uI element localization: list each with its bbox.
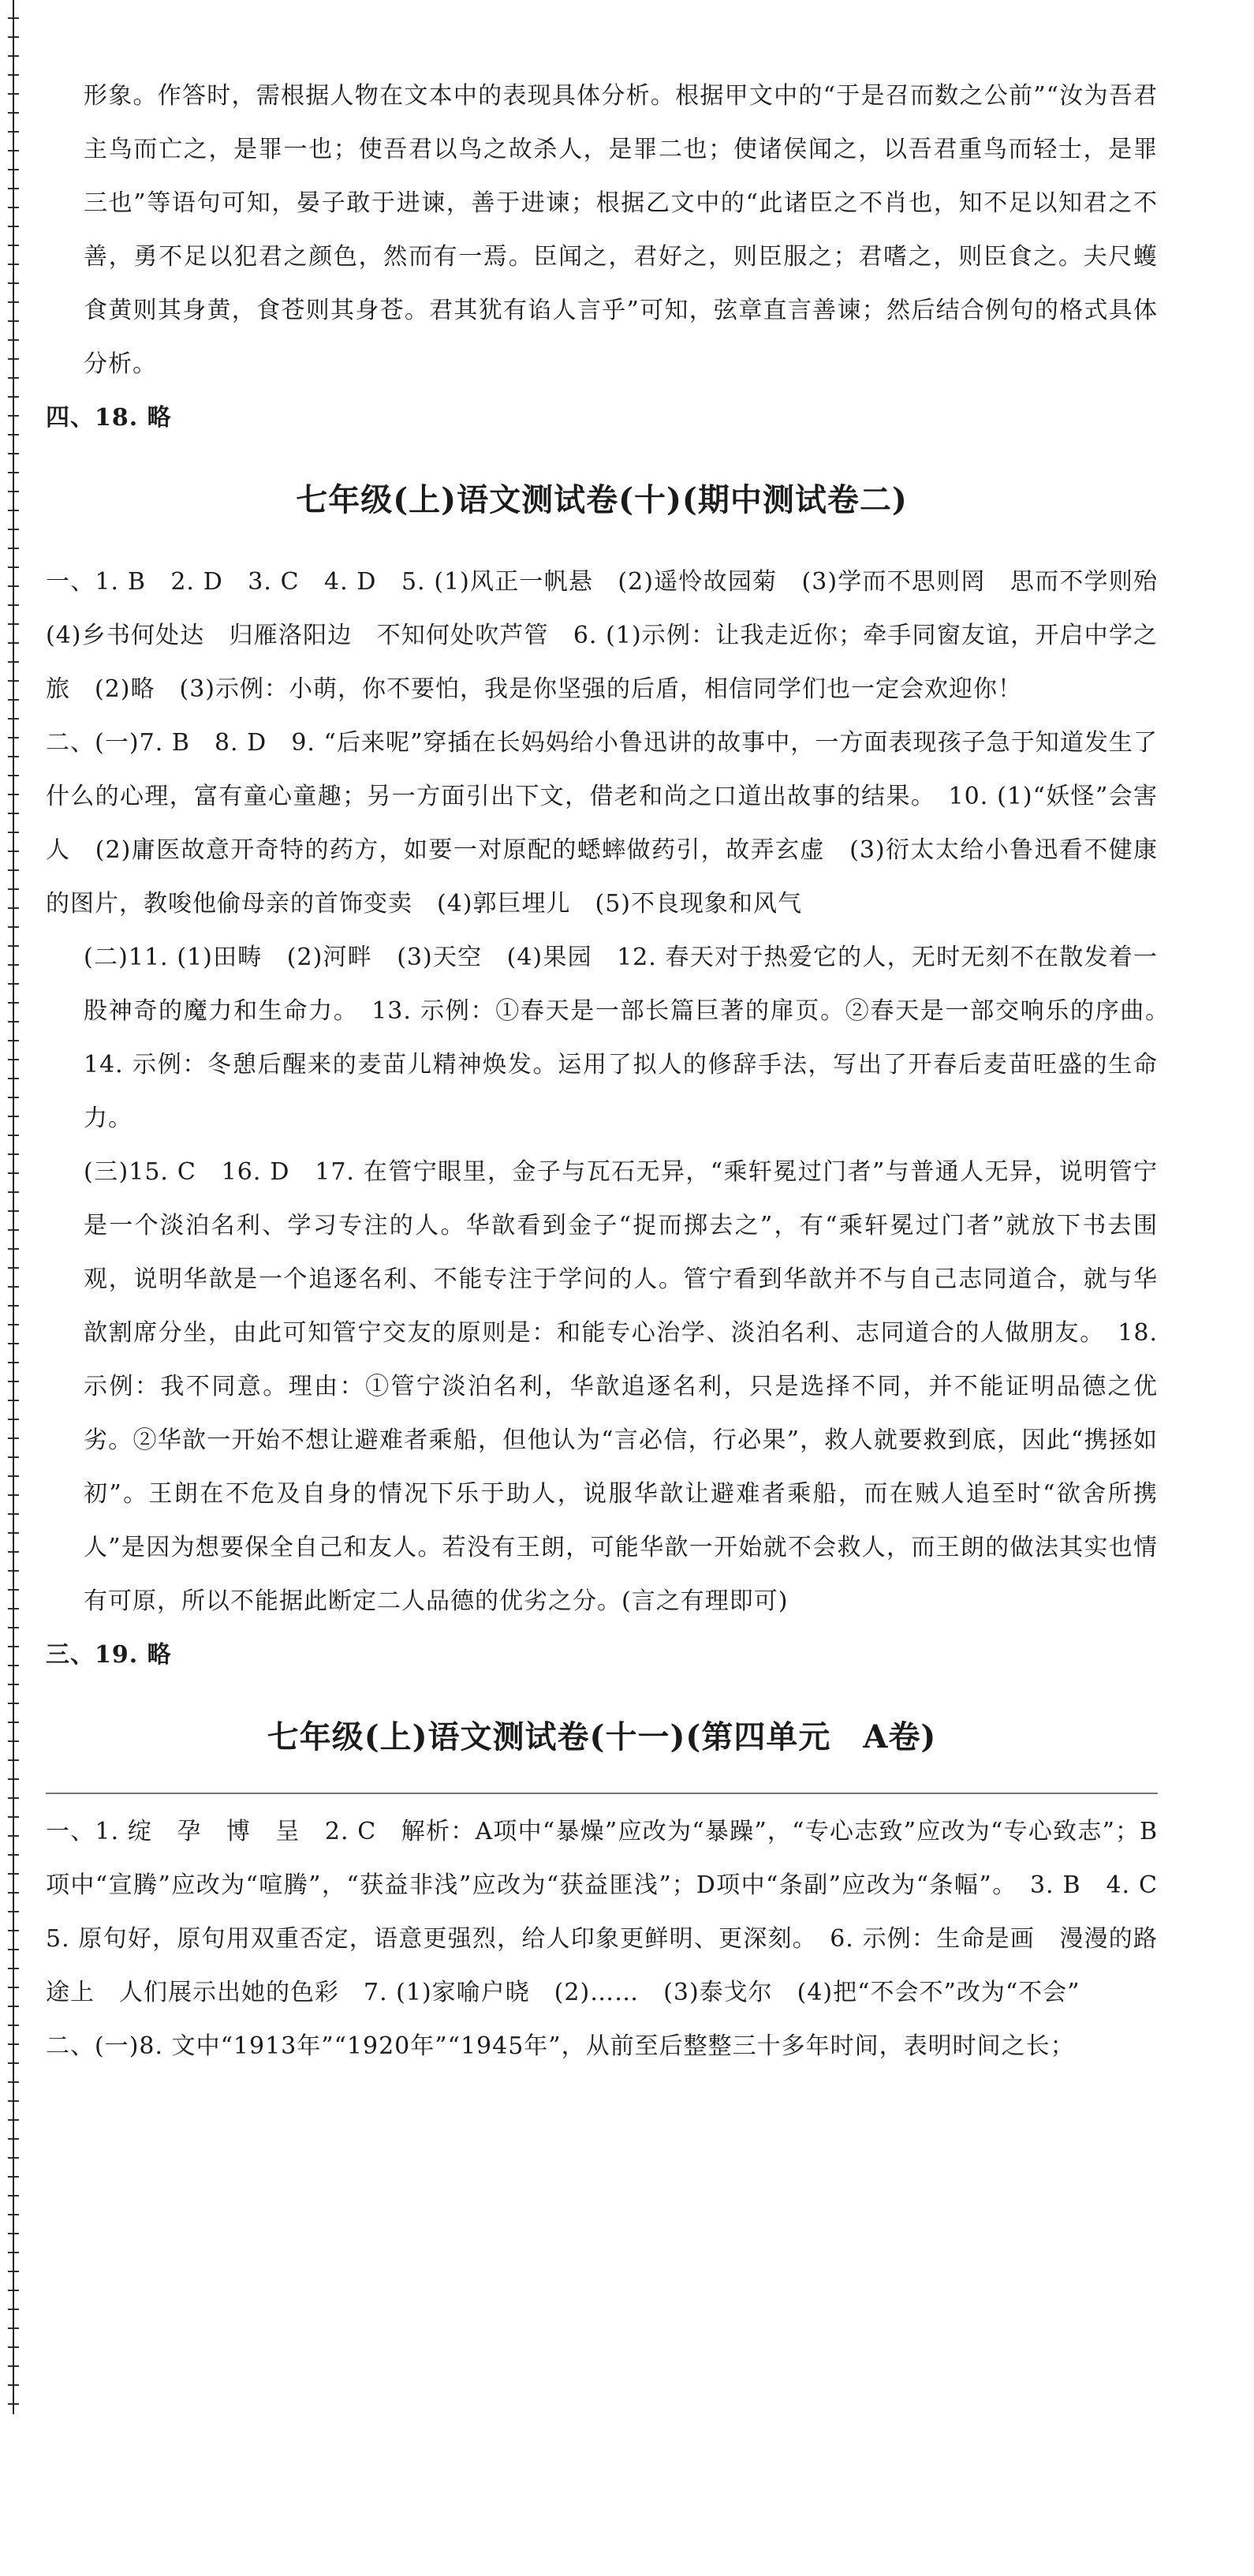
test10-part2-1: 二、(一)7. B 8. D 9. “后来呢”穿插在长妈妈给小鲁迅讲的故事中，一方面表现孩子急于知道发生了什么的心理，富有童心童趣；另一方面引出下文，借老和尚之口道出故事的结果。 10. (1)“妖怪”会害人 (2)庸医故意开奇特的药方，如要一对原配的蟋蟀做药引，故弄玄虚 (3)衍太太给小鲁迅看不健康的图片，教唆他偷母亲的首饰变卖 (4)郭巨埋儿 (5)不良现象和风气 [46, 729, 1158, 918]
test10-part2-2: (二)11. (1)田畴 (2)河畔 (3)天空 (4)果园 12. 春天对于热爱它的人，无时无刻不在散发着一股神奇的魔力和生命力。 13. 示例：①春天是一部长篇巨著的扉页。②春天是一部交响乐的序曲。 14. 示例：冬憩后醒来的麦苗儿精神焕发。运用了拟人的修辞手法，写出了开春后麦苗旺盛的生命力。 [84, 944, 1182, 1132]
test10-part2-3: (三)15. C 16. D 17. 在管宁眼里，金子与瓦石无异，“乘轩冕过门者”与普通人无异，说明管宁是一个淡泊名利、学习专注的人。华歆看到金子“捉而掷去之”，有“乘轩冕过门者”就放下书去围观，说明华歆是一个追逐名利、不能专注于学问的人。管宁看到华歆并不与自己志同道合，就与华歆割席分坐，由此可知管宁交友的原则是：和能专心治学、淡泊名利、志同道合的人做朋友。 18. 示例：我不同意。理由：①管宁淡泊名利，华歆追逐名利，只是选择不同，并不能证明品德之优劣。②华歆一开始不想让避难者乘船，但他认为“言必信，行必果”，救人就要救到底，因此“携拯如初”。王朗在不危及自身的情况下乐于助人，说服华歆让避难者乘船，而在贼人追至时“欲舍所携人”是因为想要保全自己和友人。若没有王朗，可能华歆一开始就不会救人，而王朗的做法其实也情有可原，所以不能据此断定二人品德的优劣之分。(言之有理即可) [84, 1158, 1158, 1615]
answer-page [46, 69, 1182, 2073]
intro-paragraph: 形象。作答时，需根据人物在文本中的表现具体分析。根据甲文中的“于是召而数之公前”“汝为吾君主鸟而亡之，是罪一也；使吾君以鸟之故杀人，是罪二也；使诸侯闻之，以吾君重鸟而轻士，是罪三也”等语句可知，晏子敢于进谏，善于进谏；根据乙文中的“此诸臣之不肖也，知不足以知君之不善，勇不足以犯君之颜色，然而有一焉。臣闻之，君好之，则臣服之；君嗜之，则臣食之。夫尺蠖食黄则其身黄，食苍则其身苍。君其犹有谄人言乎”可知，弦章直言善谏；然后结合例句的格式具体分析。 [84, 82, 1158, 378]
test11-title: 七年级(上)语文测试卷(十一)(第四单元 A卷) [267, 1718, 937, 1755]
binding-margin-line [8, 0, 19, 2414]
test10-part1: 一、1. B 2. D 3. C 4. D 5. (1)风正一帆悬 (2)遥怜故园菊 (3)学而不思则罔 思而不学则殆 (4)乡书何处达 归雁洛阳边 不知何处吹芦管 6. (1)示例：让我走近你；牵手同窗友谊，开启中学之旅 (2)略 (3)示例：小萌，你不要怕，我是你坚强的后盾，相信同学们也一定会欢迎你！ [46, 568, 1182, 703]
test11-part2: 二、(一)8. 文中“1913年”“1920年”“1945年”，从前至后整整三十多年时间，表明时间之长； [46, 2032, 1075, 2060]
test10-title: 七年级(上)语文测试卷(十)(期中测试卷二) [296, 481, 908, 518]
test11-part1: 一、1. 绽 孕 博 呈 2. C 解析：A项中“暴燥”应改为“暴躁”，“专心志致”应改为“专心致志”；B项中“宣腾”应改为“喧腾”，“获益非浅”应改为“获益匪浅”；D项中“条副”应改为“条幅”。 3. B 4. C 5. 原句好，原句用双重否定，语意更强烈，给人印象更鲜明、更深刻。 6. 示例：生命是画 漫漫的路途上 人们展示出她的色彩 7. (1)家喻户晓 (2)…… (3)泰戈尔 (4)把“不会不”改为“不会” [46, 1818, 1182, 2006]
test10-part3: 三、19. 略 [46, 1641, 172, 1669]
section-four-answer: 四、18. 略 [46, 404, 172, 432]
title-divider [46, 1793, 1158, 1794]
